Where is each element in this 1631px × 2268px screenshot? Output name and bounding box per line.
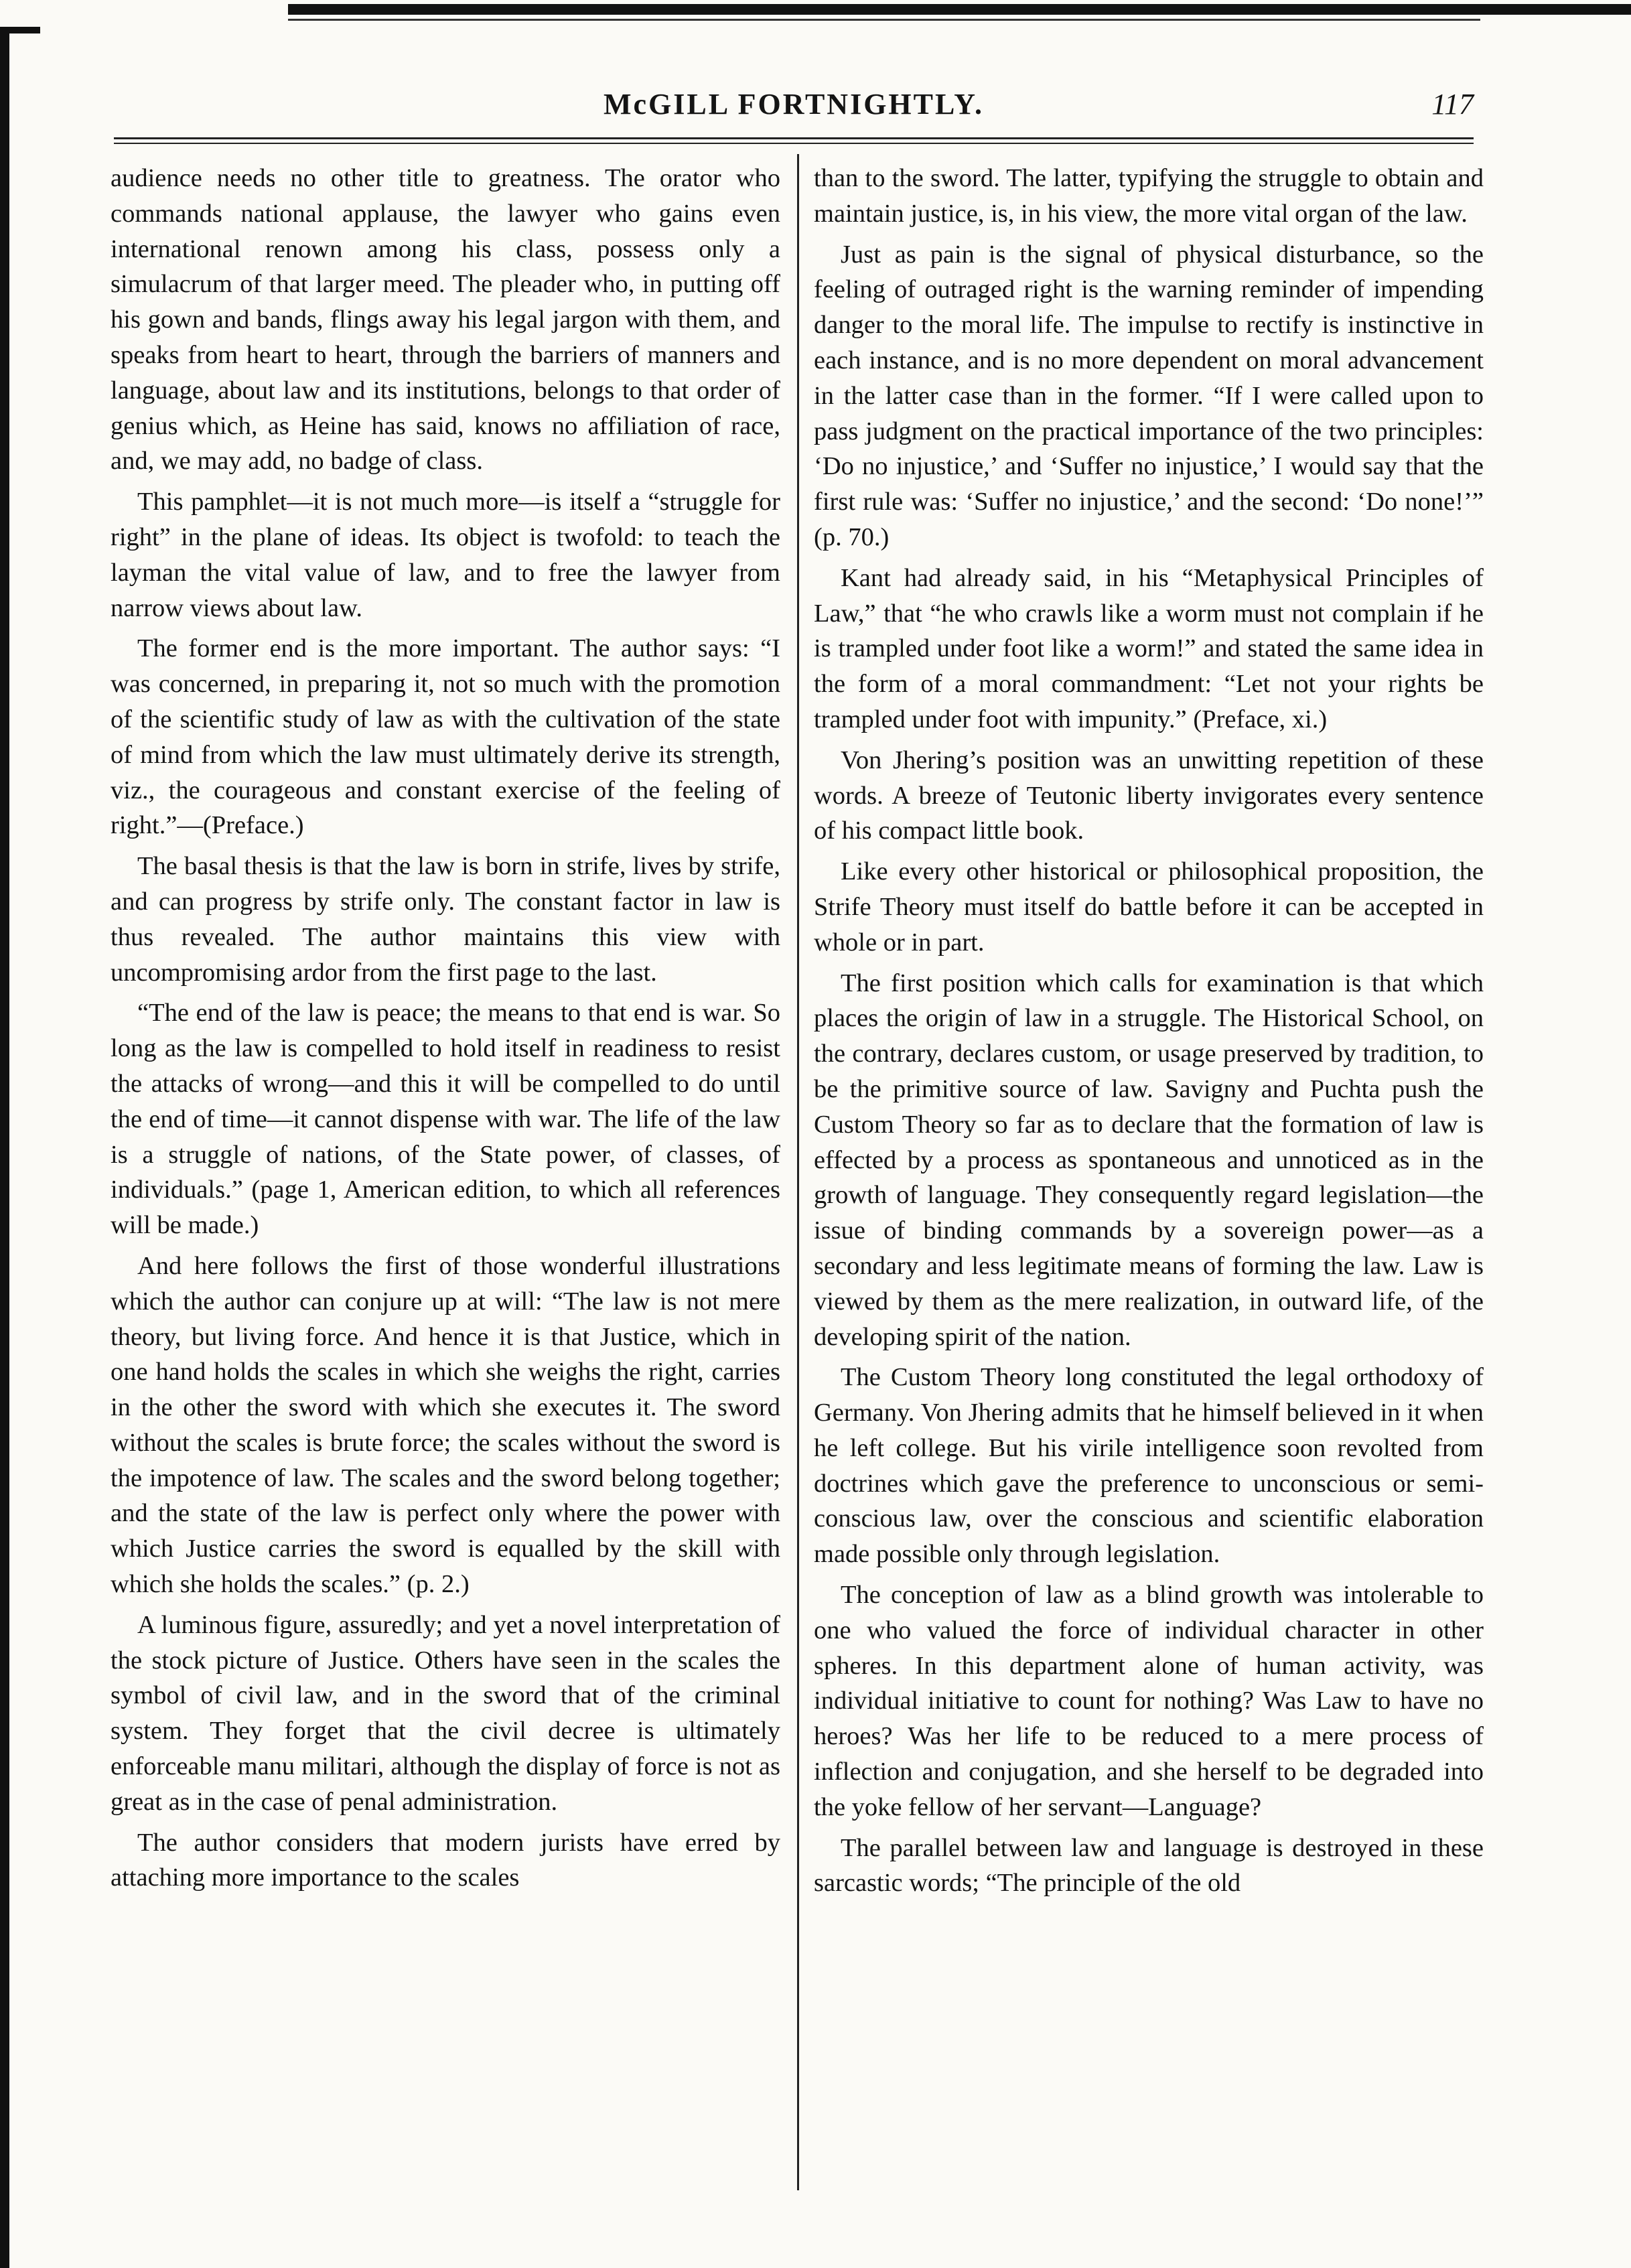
paragraph: Von Jhering’s position was an unwitting repetition of these words. A breeze of Teutonic liberty invigorates every sentence of his compact little book.: [814, 746, 1484, 845]
column-divider: [797, 154, 799, 2190]
paragraph: A luminous figure, assuredly; and yet a novel interpretation of the stock picture of Justice. Others have seen in the scales the symbol of civil law, and in the sword that of the criminal system. They forget that the civil decree is ultimately enforceable manu militari, although the display of force is not as great as in the case of penal administration.: [111, 1610, 780, 1816]
paragraph: Like every other historical or philosophical proposition, the Strife Theory must itself do battle before it can be accepted in whole or in part.: [814, 857, 1484, 956]
paragraph: “The end of the law is peace; the means to that end is war. So long as the law is compelled to hold itself in readiness to resist the attacks of wrong—and this it will be compelled to do until the end of time—it cannot dispense with war. The life of the law is a struggle of nations, of the State power, of classes, of individuals.” (page 1, American edition, to which all references will be made.): [111, 999, 780, 1240]
paragraph: And here follows the first of those wonderful illustrations which the author can conjure up at will: “The law is not mere theory, but living force. And hence it is that Justice, which in one hand holds the scales in which she weighs the right, carries in the other the sword with which she executes it. The sword without the scales is brute force; the scales without the sword is the impotence of law. The scales and the sword belong together; and the state of the law is perfect only where the power with which Justice carries the sword is equalled by the skill with which she holds the scales.” (p. 2.): [111, 1251, 780, 1599]
left-edge-tick: [0, 27, 40, 33]
header-rule: [114, 137, 1474, 139]
paragraph: audience needs no other title to greatness. The orator who commands national applause, the lawyer who gains even international renown among his class, possess only a simulacrum of that larger meed. The pleader who, in putting off his gown and bands, flings away his legal jargon with them, and speaks from heart to heart, through the barriers of manners and language, about law and its institutions, belongs to that order of genius which, as Heine has said, knows no affiliation of race, and, we may add, no badge of class.: [111, 164, 780, 476]
paragraph: Just as pain is the signal of physical disturbance, so the feeling of outraged right is the warning reminder of impending danger to the moral life. The impulse to rectify is instinctive in each instance, and is no more dependent on moral advancement in the latter case than in the former. “If I were called upon to pass judgment on the practical importance of the two principles: ‘Do no injustice,’ and ‘Suffer no injustice,’ I would say that the first rule was: ‘Suffer no injustice,’ and the second: ‘Do none!’” (p. 70.): [814, 240, 1484, 551]
right-column: [814, 161, 1484, 2210]
paragraph: This pamphlet—it is not much more—is itself a “struggle for right” in the plane of ideas. Its object is twofold: to teach the layman the vital value of law, and to free the lawyer from narrow views about law.: [111, 488, 780, 622]
page-header: [114, 87, 1474, 134]
header-rule-double: [114, 143, 1474, 144]
page-number: 117: [1431, 88, 1474, 121]
running-title: McGILL FORTNIGHTLY.: [603, 88, 985, 121]
paragraph: The basal thesis is that the law is born in strife, lives by strife, and can progress by strife only. The constant factor in law is thus revealed. The author maintains this view with uncompromising ardor from the first page to the last.: [111, 852, 780, 987]
paragraph: The conception of law as a blind growth was intolerable to one who valued the force of individual character in other spheres. In this department alone of human activity, was individual initiative to count for nothing? Was Law to have no heroes? Was her life to be reduced to a mere process of inflection and conjugation, and she herself to be degraded into the yoke fellow of her servant—Language?: [814, 1581, 1484, 1821]
paragraph: Kant had already said, in his “Metaphysical Principles of Law,” that “he who crawls like a worm must not complain if he is trampled under foot like a worm!” and stated the same idea in the form of a moral commandment: “Let not your rights be trampled under foot with impunity.” (Preface, xi.): [814, 563, 1484, 733]
paragraph: The former end is the more important. The author says: “I was concerned, in preparing it, not so much with the promotion of the scientific study of law as with the cultivation of the state of mind from which the law must ultimately derive its strength, viz., the courageous and constant exercise of the feeling of right.”—(Preface.): [111, 634, 780, 840]
paragraph: The first position which calls for examination is that which places the origin of law in a struggle. The Historical School, on the contrary, declares custom, or usage preserved by tradition, to be the primitive source of law. Savigny and Puchta push the Custom Theory so far as to declare that the formation of law is effected by a process as spontaneous and unnoticed as in the growth of language. They consequently regard legislation—the issue of binding commands by a sovereign power—as a secondary and less legitimate means of forming the law. Law is viewed by them as the mere realization, in outward life, of the developing spirit of the nation.: [814, 969, 1484, 1351]
top-border-rule: [288, 4, 1631, 15]
paragraph: The author considers that modern jurists have erred by attaching more importance to the scales: [111, 1828, 780, 1892]
left-page-edge: [0, 27, 9, 2268]
paragraph: The parallel between law and language is destroyed in these sarcastic words; “The principle of the old: [814, 1833, 1484, 1898]
left-column: [111, 161, 780, 2210]
paragraph: The Custom Theory long constituted the legal orthodoxy of Germany. Von Jhering admits that he himself believed in it when he left college. But his virile intelligence soon revolted from doctrines which gave the preference to unconscious or semi-conscious law, over the conscious and scientific elaboration made possible only through legislation.: [814, 1363, 1484, 1569]
top-border-thin-rule: [288, 19, 1480, 21]
paragraph: than to the sword. The latter, typifying the struggle to obtain and maintain justice, is, in his view, the more vital organ of the law.: [814, 164, 1484, 228]
